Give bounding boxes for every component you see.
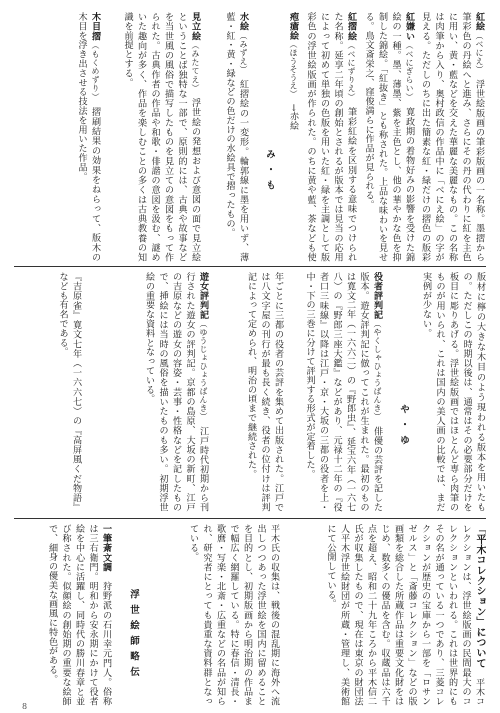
section-heading-mimo (256, 12, 276, 262)
text-benie: 浮世絵版画の筆彩版画の一名称。墨摺から筆彩色の丹絵へと進み、さらにその丹の代わりに紅を主色に用い、黄・藍などを交えた華麗な美麗なもの。この名称は肉筆から入り、奥村政信の作品中に「べにえ絵」の字が見える。ただしのちに出た簡素な紅・緑だけの摺色の版彩 (420, 12, 484, 262)
term-yakusha-hyobanki: 役者評判記 (372, 272, 382, 320)
text-yujo-hyobanki: 江戸時代初期から刊行された遊女の評判記。京都の島原、大坂の新町、江戸の吉原などの遊女の容姿・芸事・性格などを記したもので、挿絵には当時の風俗を描いたものも多い。初期浮世絵の重要な資料となっている。 (144, 272, 208, 512)
term-mokumezuri: 木目摺 (90, 12, 100, 42)
divider-top (14, 266, 486, 267)
article-hiraki-collection-cont (148, 524, 280, 706)
article-title: 「平木コレクション」について (474, 524, 485, 669)
entry-mokumezuri (14, 12, 102, 262)
entry-yakusha-hyobanki (288, 272, 384, 512)
entry-mokumezuri-cont (418, 272, 486, 512)
term-benizurie: 紅摺絵 (346, 12, 356, 42)
heading-yayu: や・ゆ (398, 403, 409, 451)
article-hiraki-collection (286, 524, 486, 706)
term-benie: 紅絵 (474, 12, 484, 32)
entry-mizue (206, 12, 250, 262)
entry-yujo-hyobanki-cont (14, 272, 82, 512)
divider-bottom (14, 518, 486, 519)
text-mokumezuri: 摺刷結果の効果をねらって、版木の木目を浮き出させる技法を用いた作品。 (76, 12, 100, 262)
reading-benigirai: （べにぎらい） (405, 41, 414, 98)
entry-mitatee (106, 12, 202, 262)
section-heading-yayu (390, 272, 410, 512)
reading-yakusha-hyobanki: （やくしゃひょうばんき） (373, 319, 382, 417)
entry-benigirai (362, 12, 416, 262)
article-text: 平木コレクションは、浮世絵版画の民間最大のコレクションといわれる。これは世界的にもその名が通っている一つであり、三菱コレクションが歴史の宝庫から一部を「ロサンゼルス」と「斎藤コレクション」などの版画類を総合した所蔵作品は重要文化財をはじめ、数多くの優品を含む。収蔵品は六千点を超え、昭和二十九年ころから平木信二氏が収集したもので、現在は東京の財団法人平木浮世絵財団が所蔵・管理し、美術館にて公開している。 (325, 524, 484, 706)
heading-mimo: み・も (264, 148, 275, 196)
reading-benizurie: （べにずりえ） (347, 41, 356, 98)
middle-tier (14, 272, 486, 512)
term-yujo-hyobanki: 遊女評判記 (198, 272, 208, 320)
text-mokumezuri-cont: 版材に檸の大きな木目のよう現われる版本を用いたもの。ただしこの時期以後は、通常はその必要部分だけを板目に彫りあげる。浮世絵版画ではほとんど専ら肉筆のものが用いられ、これは国内の美人画の比較では、まだ実例が少ない。 (421, 272, 485, 512)
article-text-cont: 平木氏の収集は、戦後の混乱期に海外へ流出しつつあった浮世絵を国内に留めることを目的とし、初期版画から明治期の作品まで幅広く網羅している。特に春信・清長・歌麿・写楽・北斎・広重などの名品が知られ、研究者にとっても貴重な資料群となっている。 (188, 524, 279, 706)
heading-biographies: 浮世絵師略伝 (128, 588, 139, 682)
text-hosoe: →赤絵 (288, 103, 298, 131)
entry-benie (420, 12, 486, 262)
text-mizue: 紅摺絵の一変形。輪郭線に墨を用いず、薄藍・紅・黄・緑などの色だけの水絵具で摺ったもの。 (224, 12, 248, 262)
term-hosoe: 疱瘡絵 (288, 12, 298, 41)
text-ippitsusai-buncho: 狩野派の石川幸元門人。俗称は三右衛門。明和から安永期にかけて役者絵を中心に活躍し、同時代の勝川春章と並び称された。似顔絵の創始期の重要な絵師で、細身の優美な画風に特色がある。 (47, 524, 111, 706)
page-number: 8 (22, 702, 28, 711)
reading-mokumezuri: （もくめずり） (91, 41, 100, 98)
text-benigirai: 寛政期の着物好みの影響を受けた錦絵の一種。墨、薄墨、紫を主色とし、他の華やかな色を抑制した錦絵。「紅抜き」とも称された。上品な味わいを見せる。鳥文斎栄之、窪俊満らに作品が見られる。 (363, 12, 414, 262)
bottom-tier (14, 524, 486, 706)
term-benigirai: 紅嫌い (404, 12, 414, 42)
section-heading-biographies (118, 524, 140, 706)
reading-yujo-hyobanki: （ゆうじょひょうばんき） (199, 319, 208, 417)
entry-hosoe (282, 12, 300, 262)
reading-hosoe: （ほうそうえ） (289, 40, 298, 95)
entry-yujo-hyobanki (86, 272, 210, 512)
text-benizurie: 筆彩紅絵を区別する意味でつけられた名称。延享二年頃の創始とされるが版本では見当の応用によって初めて単独の色版を用いた紅・緑を主調として版彩色の浮世絵版画が作られた。のちに黄や藍、茶なども使 (305, 12, 356, 262)
text-yujo-hyobanki-cont: 『吉原雀』寛文七年（一六六七）の『高屏風くだ物語』なども有名である。 (57, 272, 81, 512)
text-mitatee: 浮世絵の発想および意図の面で見立絵ということば独特な一部で、原則的には、古典や故事などを当世風の風俗で描写したものを見立ての意図をもって作られた。古典作者の作品や和歌・俳諧の意図を汲む、謎めいた趣向が多く、作品を楽しむことの多くは古典教養の知識を前提とする。 (122, 12, 200, 262)
reading-mizue: （みずえ） (239, 31, 248, 70)
term-ippitsusai-buncho: 一筆斎文調 (101, 524, 111, 572)
text-yakusha-hyobanki-cont: 年ごとに三都の役者の芸評を集めて出版された。江戸では八文字屋の刊行が最も長く続き、役者の位付けは評判記によって定められ、明治の頃まで継続された。 (246, 272, 283, 512)
reading-benie: （べにえ） (475, 31, 484, 70)
entry-ippitsusai-buncho (14, 524, 112, 706)
top-tier (14, 12, 486, 262)
text-yakusha-hyobanki: 俳優の芸評を記した版本。遊女評判記に倣ってこれが生まれた。最初のものは寛文二年（一六六二）の『野郎虫』、延宝六年（一六七八）の『野郎三座大鑑』などがあり、元禄十二年の『役者口三味線』以降は江戸・京・大坂の三都の役者を上・中・下の三巻に分けて評判する形式が定着した。 (304, 272, 382, 512)
term-mizue: 水絵 (238, 12, 248, 32)
reading-mitatee: （みたてえ） (191, 40, 200, 89)
term-mitatee: 見立絵 (190, 12, 200, 41)
entry-yakusha-hyobanki-cont (214, 272, 284, 512)
entry-benizurie (304, 12, 358, 262)
